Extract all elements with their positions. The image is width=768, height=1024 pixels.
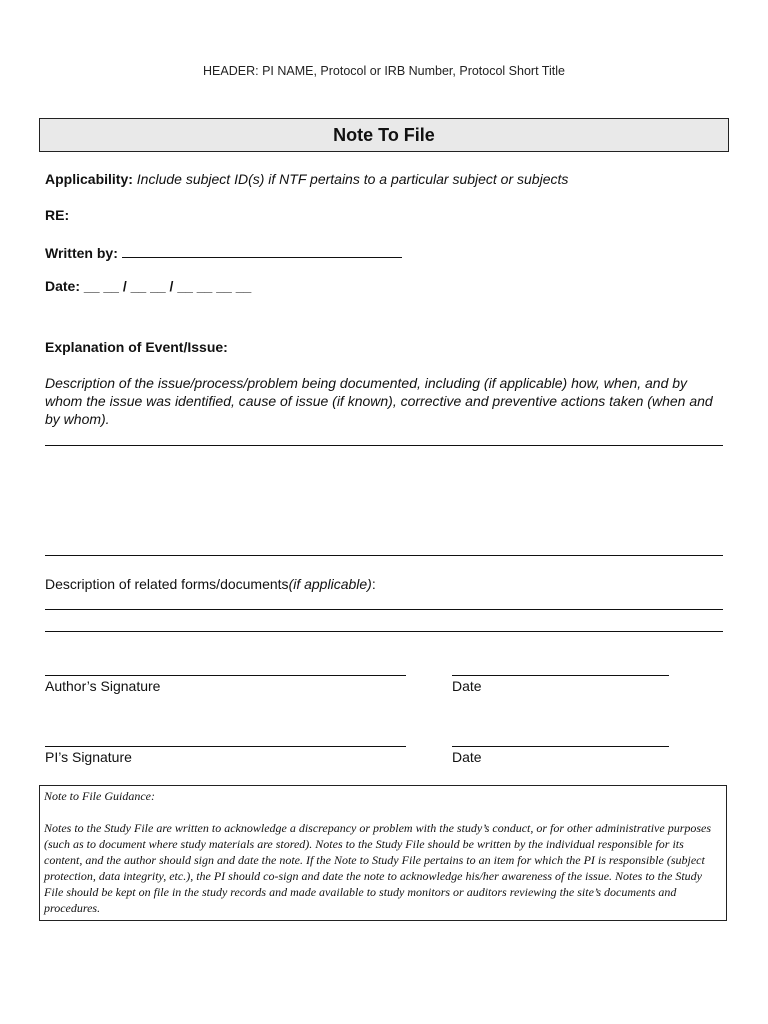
title-box [39, 118, 729, 152]
document-header: HEADER: PI NAME, Protocol or IRB Number, Protocol Short Title [203, 64, 565, 78]
written-by-row [45, 243, 402, 261]
re-row [45, 207, 69, 223]
explanation-row [45, 339, 228, 355]
page-title: Note To File [333, 124, 435, 145]
related-forms-line-1[interactable] [45, 609, 723, 610]
written-by-label: Written by: [45, 245, 118, 261]
applicability-value: Include subject ID(s) if NTF pertains to a particular subject or subjects [132, 171, 569, 187]
pi-signature-label: PI’s Signature [45, 749, 132, 765]
related-forms-qualifier: (if applicable) [288, 576, 372, 592]
pi-signature-line[interactable] [45, 746, 406, 747]
author-date-line[interactable] [452, 675, 669, 676]
guidance-box [39, 785, 727, 921]
author-signature-label: Author’s Signature [45, 678, 161, 694]
related-forms-label: Description of related forms/documents [45, 576, 289, 592]
date-row [45, 278, 251, 294]
related-forms-suffix: : [371, 576, 376, 592]
explanation-description: Description of the issue/process/problem being documented, including (if applicable) how, when, and by whom the issue was identified, cause of issue (if known), corrective and preventive actions taken (when and by whom). [45, 375, 713, 427]
date-label: Date: [45, 278, 81, 294]
author-signature-line[interactable] [45, 675, 406, 676]
guidance-title: Note to File Guidance: [44, 789, 155, 803]
related-forms-line-2[interactable] [45, 631, 723, 632]
applicability-label: Applicability: [45, 171, 133, 187]
written-by-field[interactable] [122, 243, 402, 258]
date-field[interactable]: __ __ / __ __ / __ __ __ __ [83, 278, 252, 294]
re-label: RE: [45, 207, 70, 223]
guidance-body: Notes to the Study File are written to acknowledge a discrepancy or problem with the study’s conduct, or for other administrative purposes (such as to document where study materials are stored). Notes to the Study File should be written by the individual responsible for its content, and the author should sign and date the note. If the Note to Study File pertains to an item for which the PI is responsible (subject protection, data integrity, etc.), the PI should co-sign and date the note to acknowledge his/her awareness of the issue. Notes to the Study File should be kept on file in the study records and made available to study monitors or auditors reviewing the site’s documents and procedures. [44, 821, 712, 915]
author-date-label: Date [452, 678, 482, 694]
explanation-heading: Explanation of Event/Issue: [45, 339, 228, 355]
explanation-line-top [45, 445, 723, 446]
pi-date-label: Date [452, 749, 482, 765]
related-forms-row [45, 576, 376, 592]
applicability-row [45, 171, 568, 187]
explanation-line-bottom [45, 555, 723, 556]
pi-date-line[interactable] [452, 746, 669, 747]
